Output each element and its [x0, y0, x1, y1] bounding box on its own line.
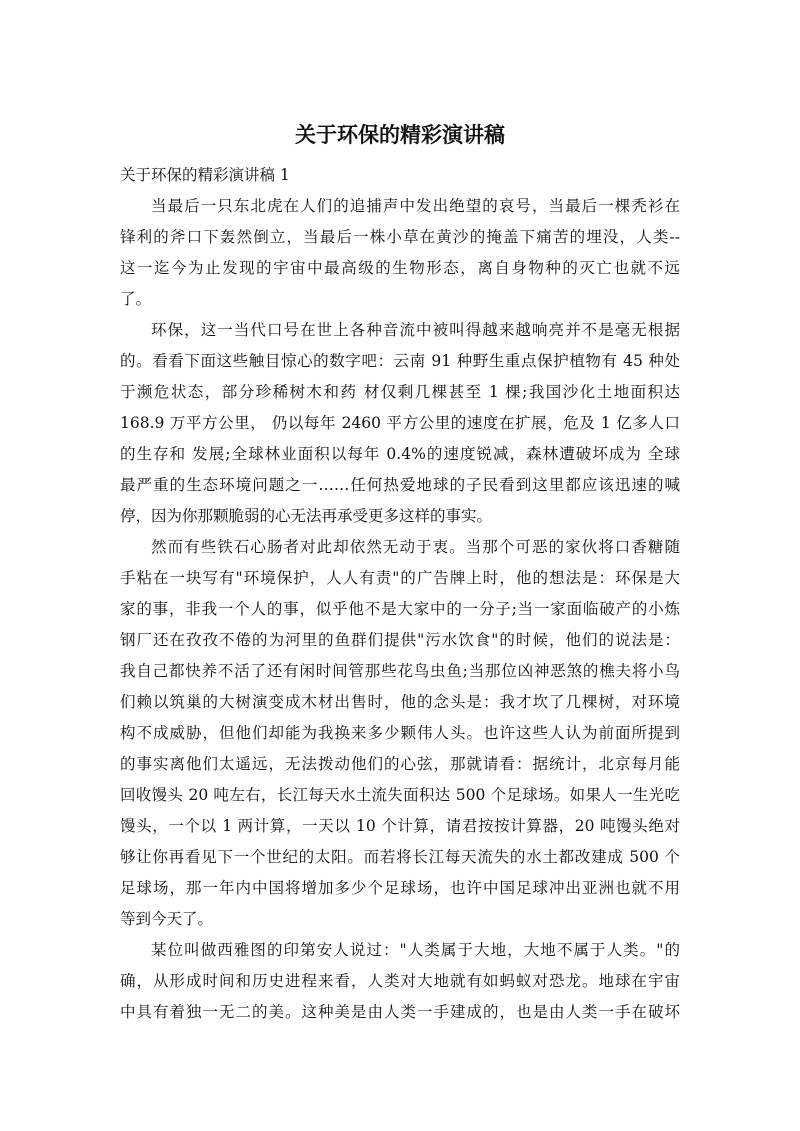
document-title: 关于环保的精彩演讲稿: [295, 123, 505, 147]
text-line: 我自己都快养不活了还有闲时间管那些花鸟虫鱼;当那位凶神恶煞的樵夫将小鸟: [120, 662, 680, 680]
text-line: 等到今天了。: [120, 910, 214, 928]
text-line: 馒头，一个以 1 两计算，一天以 10 个计算，请君按按计算器，20 吨馒头绝对: [120, 817, 680, 835]
text-line: 于濒危状态，部分珍稀树木和药 材仅剩几棵甚至 1 棵;我国沙化土地面积达: [120, 383, 680, 401]
text-line: 够让你再看见下一个世纪的太阳。而若将长江每天流失的水土都改建成 500 个: [120, 848, 680, 866]
text-line: 了。: [120, 290, 152, 308]
text-line: 当最后一只东北虎在人们的追捕声中发出绝望的哀号，当最后一棵秃衫在: [151, 197, 680, 215]
paragraph-3: [120, 532, 680, 935]
text-line: 钢厂还在孜孜不倦的为河里的鱼群们提供"污水饮食"的时候，他们的说法是：: [120, 631, 680, 649]
document-page: [120, 118, 680, 1028]
paragraph-2: [120, 315, 680, 532]
text-line: 的。看看下面这些触目惊心的数字吧：云南 91 种野生重点保护植物有 45 种处: [120, 352, 680, 370]
text-line: 构不成威胁，但他们却能为我换来多少颗伟人头。也许这些人认为前面所提到: [120, 724, 680, 742]
text-line: 足球场，那一年内中国将增加多少个足球场，也许中国足球冲出亚洲也就不用: [120, 879, 680, 897]
text-line: 最严重的生态环境问题之一……任何热爱地球的子民看到这里都应该迅速的喊: [120, 476, 680, 494]
paragraph-1: [120, 191, 680, 315]
text-line: 中具有着独一无二的美。这种美是由人类一手建成的，也是由人类一手在破坏: [120, 1003, 680, 1021]
text-line: 的生存和 发展;全球林业面积以每年 0.4%的速度锐减，森林遭破坏成为 全球: [120, 445, 680, 463]
paragraph-4: [120, 935, 680, 1028]
text-line: 锋利的斧口下轰然倒立，当最后一株小草在黄沙的掩盖下痛苦的埋没，人类--: [120, 228, 680, 246]
text-line: 停，因为你那颗脆弱的心无法再承受更多这样的事实。: [120, 507, 493, 525]
text-line: 这一迄今为止发现的宇宙中最高级的生物形态，离自身物种的灭亡也就不远: [120, 259, 680, 277]
text-line: 回收馒头 20 吨左右，长江每天水土流失面积达 500 个足球场。如果人一生光吃: [120, 786, 680, 804]
text-line: 的事实离他们太遥远，无法拨动他们的心弦，那就请看：据统计，北京每月能: [120, 755, 680, 773]
text-line: 家的事，非我一个人的事，似乎他不是大家中的一分子;当一家面临破产的小炼: [120, 600, 680, 618]
text-line: 某位叫做西雅图的印第安人说过："人类属于大地，大地不属于人类。"的: [151, 941, 680, 959]
text-line: 手粘在一块写有"环境保护，人人有责"的广告牌上时，他的想法是：环保是大: [120, 569, 680, 587]
text-line: 们赖以筑巢的大树演变成木材出售时，他的念头是：我才坎了几棵树，对环境: [120, 693, 680, 711]
text-line: 确，从形成时间和历史进程来看，人类对大地就有如蚂蚁对恐龙。地球在宇宙: [120, 972, 680, 990]
text-line: 然而有些铁石心肠者对此却依然无动于衷。当那个可恶的家伙将口香糖随: [151, 538, 680, 556]
text-line: 168.9 万平方公里， 仍以每年 2460 平方公里的速度在扩展，危及 1 亿多人口: [120, 414, 680, 432]
section-heading: 关于环保的精彩演讲稿 1: [120, 166, 290, 184]
text-line: 环保，这一当代口号在世上各种音流中被叫得越来越响亮并不是毫无根据: [151, 321, 680, 339]
